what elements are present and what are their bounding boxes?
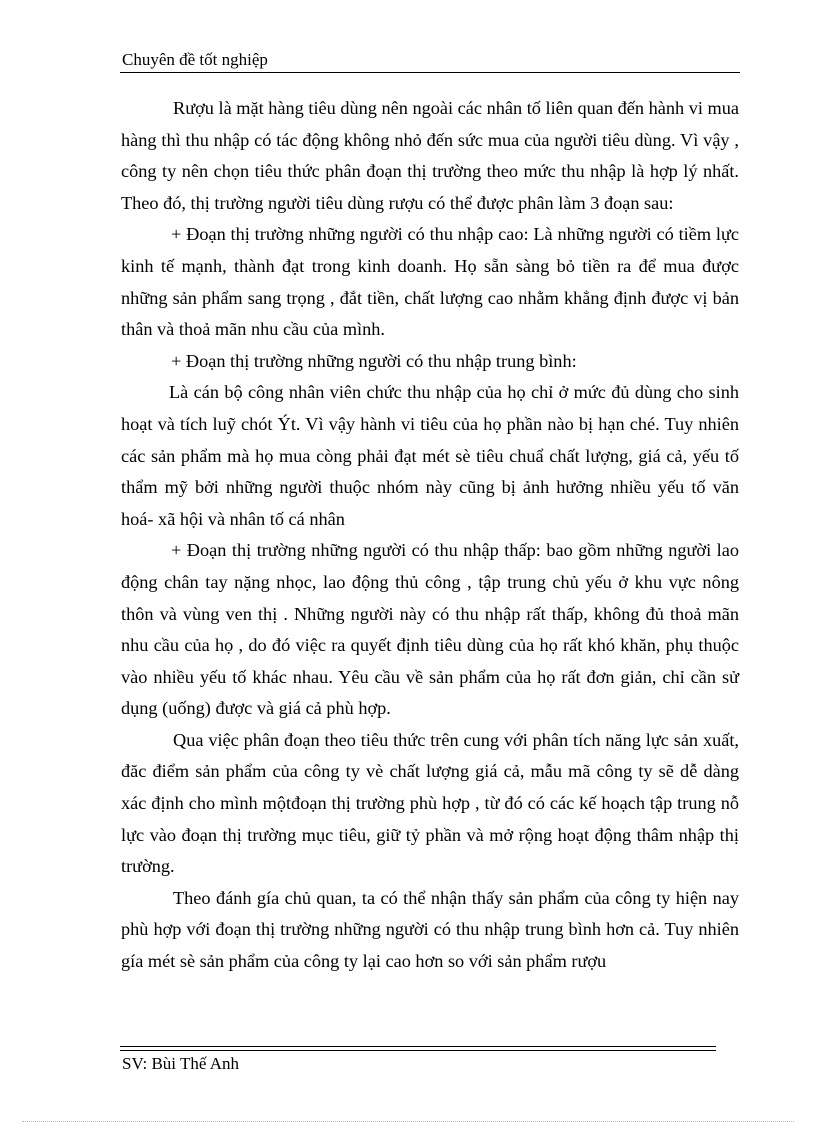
paragraph-low-income: + Đoạn thị trường những người có thu nhập thấp: bao gồm những người lao động chân tay nặng nhọc, lao động thủ công , tập trung chủ yếu ở khu vực nông thôn và vùng ven thị . Những người này có thu nhập rất thấp, không đủ thoả mãn nhu cầu của họ , do đó việc ra quyết định tiêu dùng của họ rất khó khăn, phụ thuộc vào nhiều yếu tố khác nhau. Yêu cầu về sản phẩm của họ rất đơn giản, chỉ cần sử dụng (uống) được và giá cả phù hợp.: [121, 540, 739, 719]
document-body: [121, 93, 739, 978]
paragraph-middle-income-heading: + Đoạn thị trường những người có thu nhập trung bình:: [171, 350, 577, 371]
paragraph-high-income: + Đoạn thị trường những người có thu nhập cao: Là những người có tiềm lực kinh tế mạnh, thành đạt trong kinh doanh. Họ sẵn sàng bỏ tiền ra để mua được những sản phẩm sang trọng , đắt tiền, chất lượng cao nhằm khẳng định được vị bản thân và thoả mãn nhu cầu của mình.: [121, 224, 739, 340]
paragraph-middle-income: Là cán bộ công nhân viên chức thu nhập của họ chỉ ở mức đủ dùng cho sinh hoạt và tích luỹ chót Ýt. Vì vậy hành vi tiêu của họ phần nào bị hạn ché. Tuy nhiên các sản phẩm mà họ mua còng phải đạt mét sè tiêu chuẩ chất lượng, giá cả, yếu tố thẩm mỹ bởi những người thuộc nhóm này cũng bị ảnh hưởng nhiều yếu tố văn hoá- xã hội và nhân tố cá nhân: [121, 382, 739, 529]
footer-divider: [120, 1046, 716, 1051]
page-bottom-border: [22, 1121, 794, 1122]
footer-author: SV: Bùi Thế Anh: [122, 1054, 239, 1073]
header-title: Chuyên đề tốt nghiệp: [122, 50, 268, 69]
paragraph-segmentation-summary: Qua việc phân đoạn theo tiêu thức trên cung với phân tích năng lực sản xuất, đăc điểm sản phẩm của công ty vè chất lượng giá cả, mẫu mã công ty sẽ dễ dàng xác định cho mình mộtđoạn thị trường phù hợp , từ đó có các kế hoạch tập trung nỗ lực vào đoạn thị trường mục tiêu, giữ tỷ phần và mở rộng hoạt động thâm nhập thị trường.: [121, 729, 739, 877]
paragraph-evaluation: Theo đánh gía chủ quan, ta có thể nhận thấy sản phẩm của công ty hiện nay phù hợp với đoạn thị trường những người có thu nhập trung bình hơn cả. Tuy nhiên gía mét sè sản phẩm của công ty lại cao hơn so với sản phẩm rượu: [121, 887, 739, 972]
paragraph-intro: Rượu là mặt hàng tiêu dùng nên ngoài các nhân tố liên quan đến hành vi mua hàng thì thu nhập có tác động không nhỏ đến sức mua của người tiêu dùng. Vì vậy , công ty nên chọn tiêu thức phân đoạn thị trường theo mức thu nhập là hợp lý nhất. Theo đó, thị trường người tiêu dùng rượu có thể được phân làm 3 đoạn sau:: [121, 98, 739, 213]
header-divider: [120, 72, 740, 73]
